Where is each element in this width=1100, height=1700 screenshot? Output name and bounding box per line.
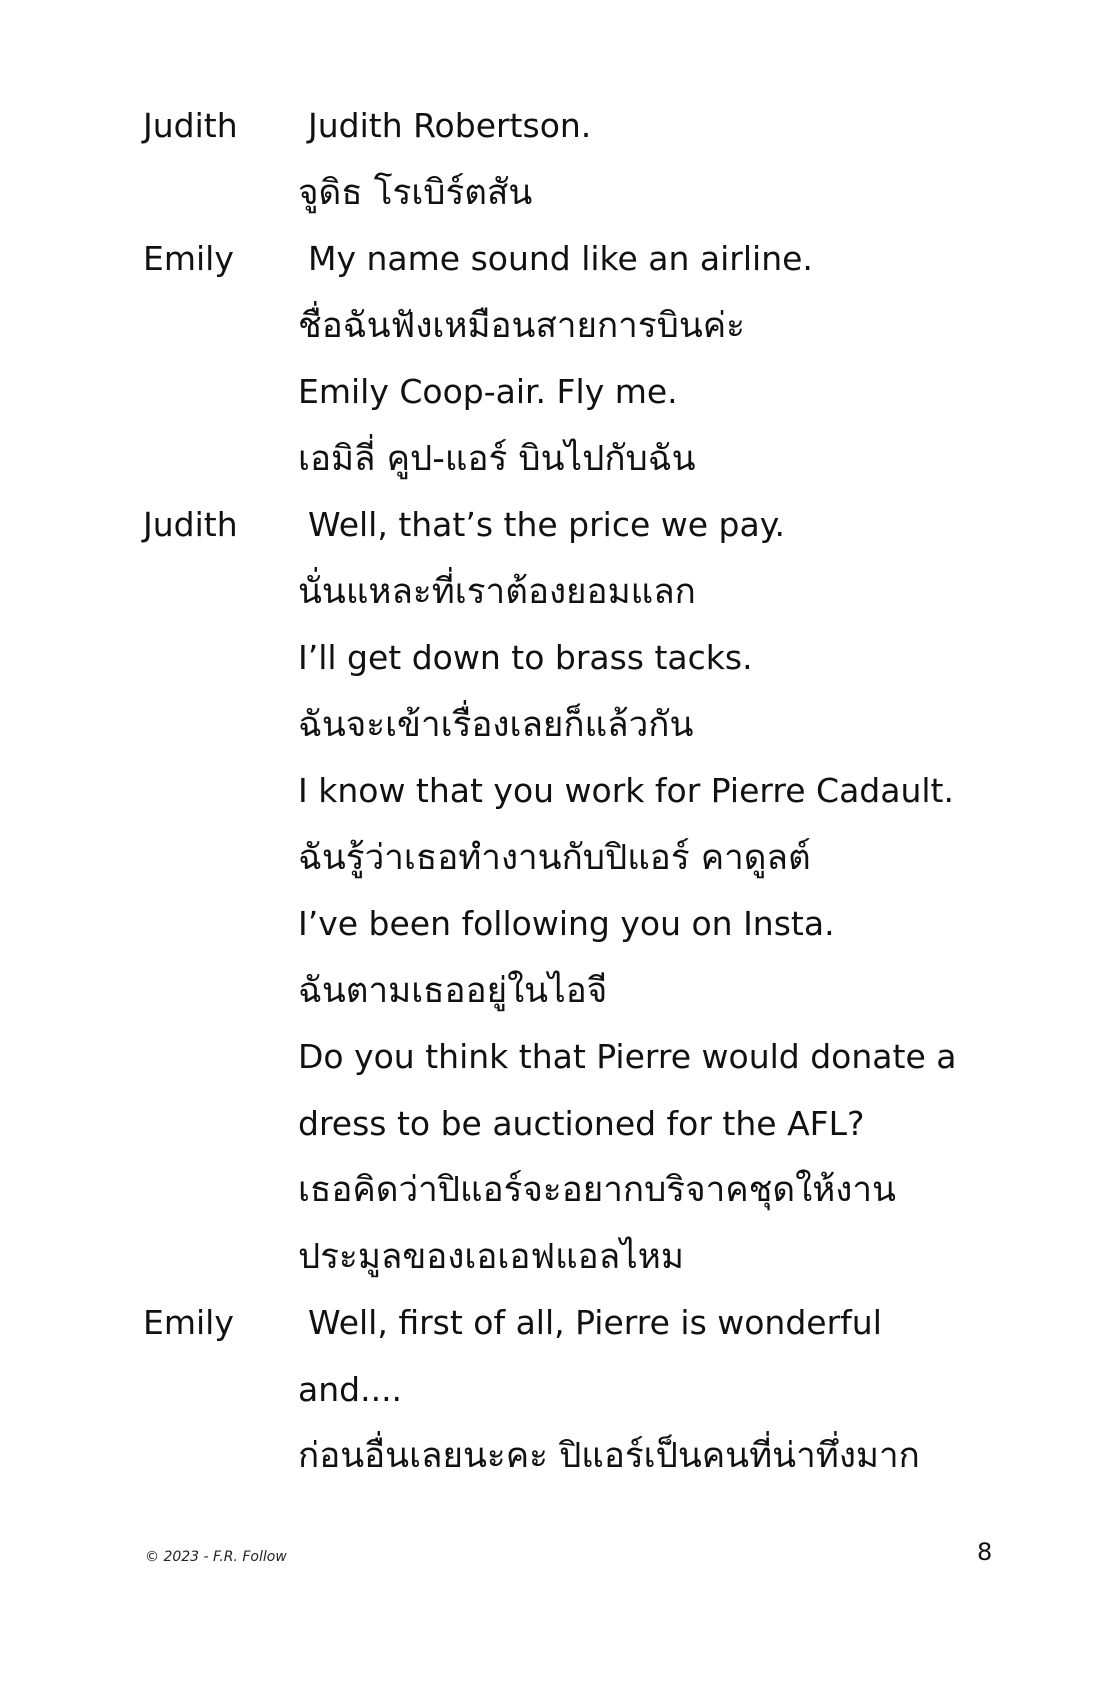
dialogue-row bbox=[143, 293, 963, 360]
dialogue-row bbox=[143, 692, 963, 759]
dialogue-row bbox=[143, 359, 963, 426]
thai-line: เอมิลี่ คูป-แอร์ บินไปกับฉัน bbox=[298, 438, 696, 479]
english-line: My name sound like an airline. bbox=[308, 239, 813, 278]
dialogue-row bbox=[143, 559, 963, 626]
dialogue-row bbox=[143, 1357, 963, 1424]
dialogue-row bbox=[143, 1157, 963, 1224]
dialogue-row bbox=[143, 492, 963, 559]
dialogue-row bbox=[143, 625, 963, 692]
english-line: Well, that’s the price we pay. bbox=[308, 505, 786, 544]
speaker-name: Judith bbox=[143, 106, 238, 145]
dialogue-row bbox=[143, 958, 963, 1025]
dialogue-row bbox=[143, 1024, 963, 1091]
dialogue-turn bbox=[143, 1290, 963, 1490]
english-line: dress to be auctioned for the AFL? bbox=[298, 1103, 865, 1143]
thai-line: ชื่อฉันฟังเหมือนสายการบินค่ะ bbox=[298, 305, 745, 346]
english-line: Do you think that Pierre would donate a bbox=[298, 1037, 957, 1076]
thai-line: ก่อนอื่นเลยนะคะ ปิแอร์เป็นคนที่น่าทึ่งมาก bbox=[298, 1436, 920, 1476]
dialogue-row bbox=[143, 1423, 963, 1490]
thai-line: ฉันรู้ว่าเธอทำงานกับปิแอร์ คาดูลต์ bbox=[298, 837, 811, 878]
thai-line: ประมูลของเอเอฟแอลไหม bbox=[298, 1236, 684, 1277]
dialogue-row bbox=[143, 825, 963, 892]
english-line: and.... bbox=[298, 1369, 403, 1409]
dialogue-row bbox=[143, 1224, 963, 1291]
dialogue-row bbox=[143, 93, 963, 160]
dialogue-turn bbox=[143, 226, 963, 492]
english-line: Emily Coop-air. Fly me. bbox=[298, 372, 678, 411]
speaker-name: Emily bbox=[143, 239, 234, 278]
dialogue-turn bbox=[143, 492, 963, 1290]
copyright-notice: © 2023 - F.R. Follow bbox=[145, 1549, 287, 1565]
dialogue-row bbox=[143, 160, 963, 227]
page-number: 8 bbox=[977, 1538, 993, 1566]
dialogue-row bbox=[143, 226, 963, 293]
english-line: I know that you work for Pierre Cadault. bbox=[298, 771, 954, 810]
speaker-name: Emily bbox=[143, 1303, 234, 1342]
dialogue-row bbox=[143, 1290, 963, 1357]
thai-line: นั่นแหละที่เราต้องยอมแลก bbox=[298, 571, 696, 612]
speaker-name: Judith bbox=[143, 505, 238, 544]
thai-line: เธอคิดว่าปิแอร์จะอยากบริจาคชุดให้งาน bbox=[298, 1170, 896, 1210]
english-line: Well, first of all, Pierre is wonderful bbox=[308, 1303, 882, 1342]
dialogue-row bbox=[143, 758, 963, 825]
english-line: I’ve been following you on Insta. bbox=[298, 904, 835, 943]
dialogue-row bbox=[143, 1091, 963, 1158]
dialogue-row bbox=[143, 891, 963, 958]
thai-line: ฉันจะเข้าเรื่องเลยก็แล้วกัน bbox=[298, 704, 694, 745]
thai-line: ฉันตามเธออยู่ในไอจี bbox=[298, 970, 608, 1011]
dialogue-turn bbox=[143, 93, 963, 226]
thai-line: จูดิธ โรเบิร์ตสัน bbox=[298, 172, 533, 213]
dialogue-script bbox=[143, 93, 963, 1490]
english-line: Judith Robertson. bbox=[308, 106, 592, 145]
dialogue-row bbox=[143, 426, 963, 493]
english-line: I’ll get down to brass tacks. bbox=[298, 638, 753, 677]
